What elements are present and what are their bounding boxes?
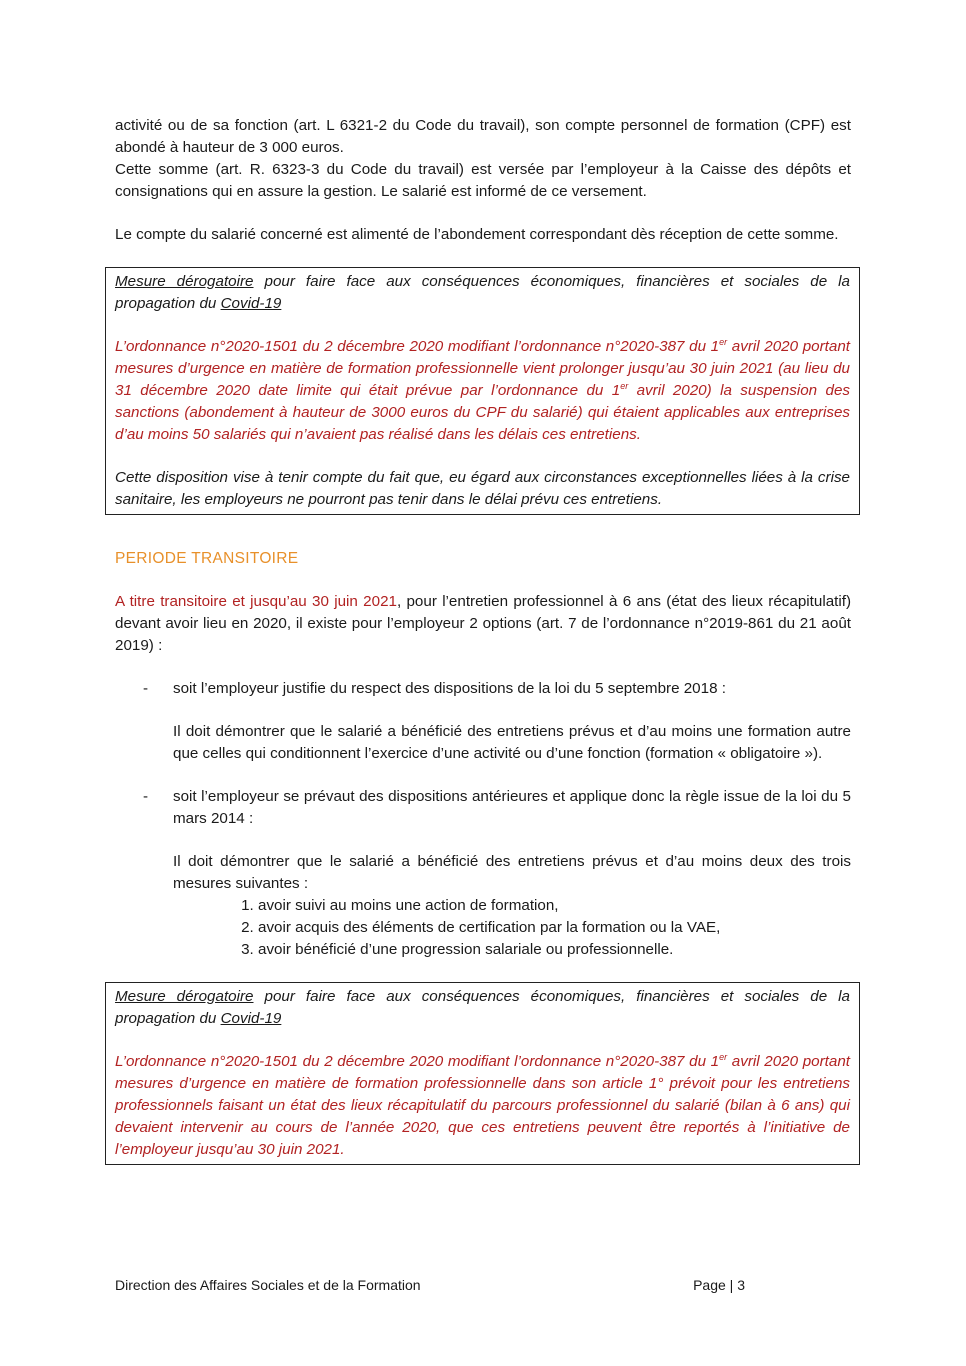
section-lead-red: A titre transitoire et jusqu’au 30 juin 2021 — [115, 593, 397, 610]
footer-organization: Direction des Affaires Sociales et de la Formation — [115, 1277, 421, 1293]
section-lead — [115, 591, 851, 657]
option-1-text: soit l’employeur justifie du respect des dispositions de la loi du 5 septembre 2018 : — [173, 680, 726, 697]
option-2-text: soit l’employeur se prévaut des dispositions antérieures et applique donc la règle issue de la loi du 5 mars 2014 : — [173, 788, 851, 827]
measures-list — [115, 895, 851, 961]
box2-title — [115, 986, 850, 1030]
box1-title-covid: Covid-19 — [220, 295, 282, 312]
box1-title — [115, 271, 850, 315]
page-content — [115, 115, 851, 1165]
list-item: 2. avoir acquis des éléments de certification par la formation ou la VAE, — [258, 917, 851, 939]
derogation-box-1 — [105, 267, 860, 515]
box1-sup-1: er — [719, 336, 728, 347]
box2-sup: er — [719, 1051, 728, 1062]
option-2 — [115, 786, 851, 830]
intro-paragraph-3: Le compte du salarié concerné est alimenté de l’abondement correspondant dès réception de cette somme. — [115, 226, 839, 243]
list-item: 1. avoir suivi au moins une action de formation, — [258, 895, 851, 917]
dash-marker: - — [143, 788, 149, 805]
box1-red-a: L’ordonnance n°2020-1501 du 2 décembre 2020 modifiant l’ordonnance n°2020-387 du 1 — [115, 338, 720, 355]
list-item: 3. avoir bénéficié d’une progression salariale ou professionnelle. — [258, 939, 851, 961]
derogation-box-2 — [105, 982, 860, 1165]
box1-sup-2: er — [620, 380, 629, 391]
dash-marker: - — [143, 680, 149, 697]
box1-red-c: avril 2020) la suspension des sanctions (abondement à hauteur de 3000 euros du CPF du salarié) qui étaient applicables aux entreprises d’au moins 50 salariés qui n’avaient pas réalisé dans les délais ces entretiens. — [115, 382, 850, 443]
box1-black-paragraph: Cette disposition vise à tenir compte du fait que, eu égard aux circonstances exceptionnelles liées à la crise sanitaire, les employeurs ne pourront pas tenir dans le délai prévu ces entretiens. — [115, 469, 850, 508]
section-lead-rest: , pour l’entretien professionnel à 6 ans (état des lieux récapitulatif) devant avoir lieu en 2020, il existe pour l’employeur 2 options (art. 7 de l’ordonnance n°2019-861 du 21 août 2019) : — [115, 593, 852, 654]
box2-title-underlined: Mesure dérogatoire — [115, 988, 254, 1005]
option-1 — [115, 678, 851, 700]
option-1-detail: Il doit démontrer que le salarié a bénéficié des entretiens prévus et d’au moins une formation autre que celles qui conditionnent l’exercice d’une activité ou d’une fonction (formation « obligatoire »). — [173, 723, 851, 762]
box1-red-paragraph — [115, 336, 850, 446]
intro-paragraph-2: Cette somme (art. R. 6323-3 du Code du travail) est versée par l’employeur à la Caisse des dépôts et consignations qui en assure la gestion. Le salarié est informé de ce versement. — [115, 161, 851, 200]
section-heading: PERIODE TRANSITOIRE — [115, 550, 299, 567]
box2-red-paragraph — [115, 1051, 850, 1161]
box2-title-rest: pour faire face aux conséquences économiques, financières et sociales de la propagation du — [115, 988, 850, 1027]
box2-red-a: L’ordonnance n°2020-1501 du 2 décembre 2020 modifiant l’ordonnance n°2020-387 du 1 — [115, 1053, 720, 1070]
box2-red-b: avril 2020 portant mesures d’urgence en matière de formation professionnelle dans son article 1° prévoit pour les entretiens professionnels faisant un état des lieux récapitulatif du parcours professionnel du salarié (bilan à 6 ans) qui devaient intervenir au cours de l’année 2020, que ces entretiens peuvent être reportés à l’initiative de l’employeur jusqu’au 30 juin 2021. — [115, 1053, 850, 1158]
box2-title-covid: Covid-19 — [220, 1010, 282, 1027]
page-number: Page | 3 — [693, 1277, 745, 1293]
option-2-detail: Il doit démontrer que le salarié a bénéficié des entretiens prévus et d’au moins deux des trois mesures suivantes : — [173, 853, 851, 892]
box1-title-underlined: Mesure dérogatoire — [115, 273, 254, 290]
box1-title-rest: pour faire face aux conséquences économiques, financières et sociales de la propagation du — [115, 273, 850, 312]
intro-paragraph-1: activité ou de sa fonction (art. L 6321-2 du Code du travail), son compte personnel de formation (CPF) est abondé à hauteur de 3 000 euros. — [115, 117, 851, 156]
box1-red-b: avril 2020 portant mesures d’urgence en matière de formation professionnelle vient prolonger jusqu’au 30 juin 2021 (au lieu du 31 décembre 2020 date limite qui était prévue par l’ordonnance du 1 — [115, 338, 850, 399]
